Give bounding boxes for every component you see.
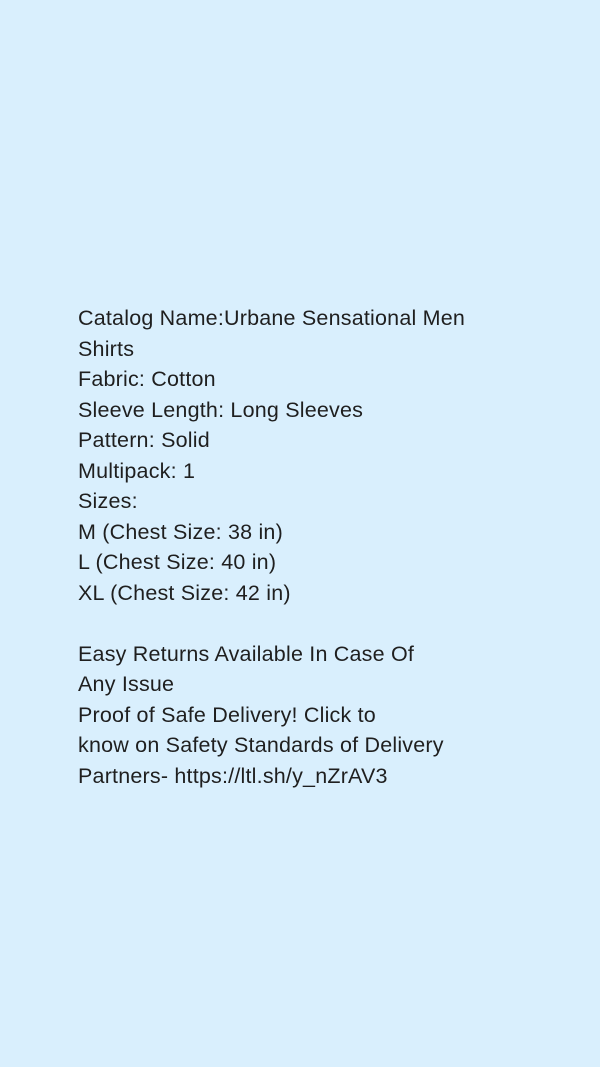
easy-returns-line-2: Any Issue bbox=[78, 672, 175, 696]
safe-delivery-line-2: know on Safety Standards of Delivery bbox=[78, 733, 444, 757]
sleeve-length-line: Sleeve Length: Long Sleeves bbox=[78, 397, 364, 422]
catalog-description bbox=[78, 303, 548, 791]
size-xl-line: XL (Chest Size: 42 in) bbox=[78, 580, 291, 605]
size-m-line: M (Chest Size: 38 in) bbox=[78, 519, 283, 544]
catalog-name-line-2: Shirts bbox=[78, 336, 135, 361]
pattern-line: Pattern: Solid bbox=[78, 428, 210, 452]
fabric-line: Fabric: Cotton bbox=[78, 367, 216, 391]
blank-line bbox=[78, 608, 548, 639]
multipack-line: Multipack: 1 bbox=[78, 458, 196, 483]
safe-delivery-line-1: Proof of Safe Delivery! Click to bbox=[78, 702, 376, 727]
easy-returns-line-1: Easy Returns Available In Case Of bbox=[78, 641, 415, 666]
catalog-name-line-1: Catalog Name:Urbane Sensational Men bbox=[78, 306, 466, 330]
sizes-heading-line: Sizes: bbox=[78, 489, 138, 513]
delivery-partners-url-line: Partners- https://ltl.sh/y_nZrAV3 bbox=[78, 763, 388, 788]
size-l-line: L (Chest Size: 40 in) bbox=[78, 550, 277, 574]
